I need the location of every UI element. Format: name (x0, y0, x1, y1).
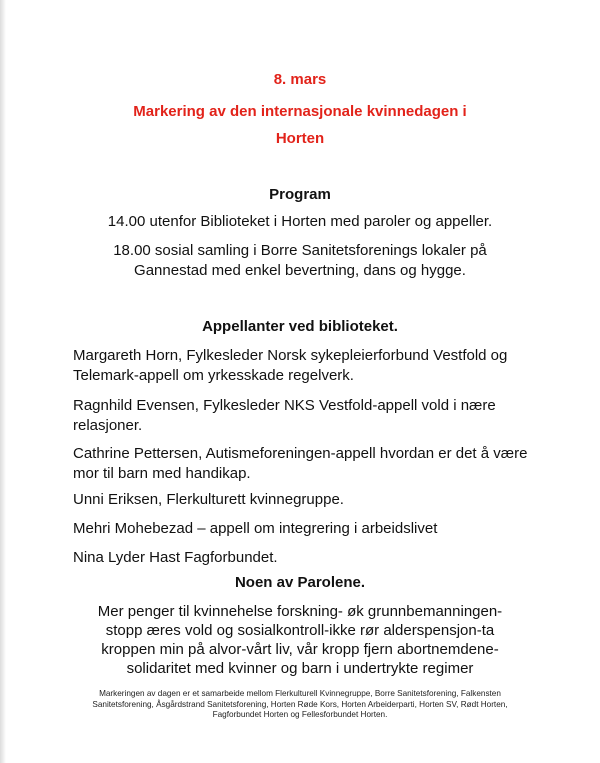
appellant-item: Nina Lyder Hast Fagforbundet. (73, 549, 278, 566)
slogans-heading: Noen av Parolene. (234, 574, 366, 591)
event-title-line1: Markering av den internasjonale kvinnedagen i (133, 103, 467, 120)
appellant-item: Unni Eriksen, Flerkulturett kvinnegruppe. (73, 491, 344, 508)
appellants-heading: Appellanter ved biblioteket. (202, 318, 398, 335)
event-title-line2: Horten (275, 130, 325, 147)
program-item-1: 14.00 utenfor Biblioteket i Horten med paroler og appeller. (107, 213, 493, 230)
appellant-item: Cathrine Pettersen, Autismeforeningen-appell hvordan er det å være mor til barn med handikap. (73, 445, 528, 482)
appellant-item: Ragnhild Evensen, Fylkesleder NKS Vestfold-appell vold i nære relasjoner. (73, 397, 496, 434)
event-date: 8. mars (273, 71, 327, 88)
appellant-item: Margareth Horn, Fylkesleder Norsk sykepleierforbund Vestfold og Telemark-appell om yrkesskade regelverk. (73, 347, 508, 384)
organizers-footer: Markeringen av dagen er et samarbeide mellom Flerkulturell Kvinnegruppe, Borre Sanitetsforening, Falkensten Sanitetsforening, Åsgårdstrand Sanitetsforening, Horten Røde Kors, Horten Arbeiderparti, Horten SV, Rødt Horten, Fagforbundet Horten og Fellesforbundet Horten. (92, 689, 508, 719)
appellant-item: Mehri Mohebezad – appell om integrering i arbeidslivet (73, 520, 438, 537)
program-item-2: 18.00 sosial samling i Borre Sanitetsforenings lokaler på Gannestad med enkel bevertning, dans og hygge. (113, 242, 487, 279)
program-heading: Program (269, 186, 331, 203)
slogans-text: Mer penger til kvinnehelse forskning- øk grunnbemanningen- stopp æres vold og sosialkontroll-ikke rør alderspensjon-ta kroppen min på alvor-vårt liv, vår kropp fjern abortnemdene- solidaritet med kvinner og barn i undertrykte regimer (97, 603, 503, 677)
